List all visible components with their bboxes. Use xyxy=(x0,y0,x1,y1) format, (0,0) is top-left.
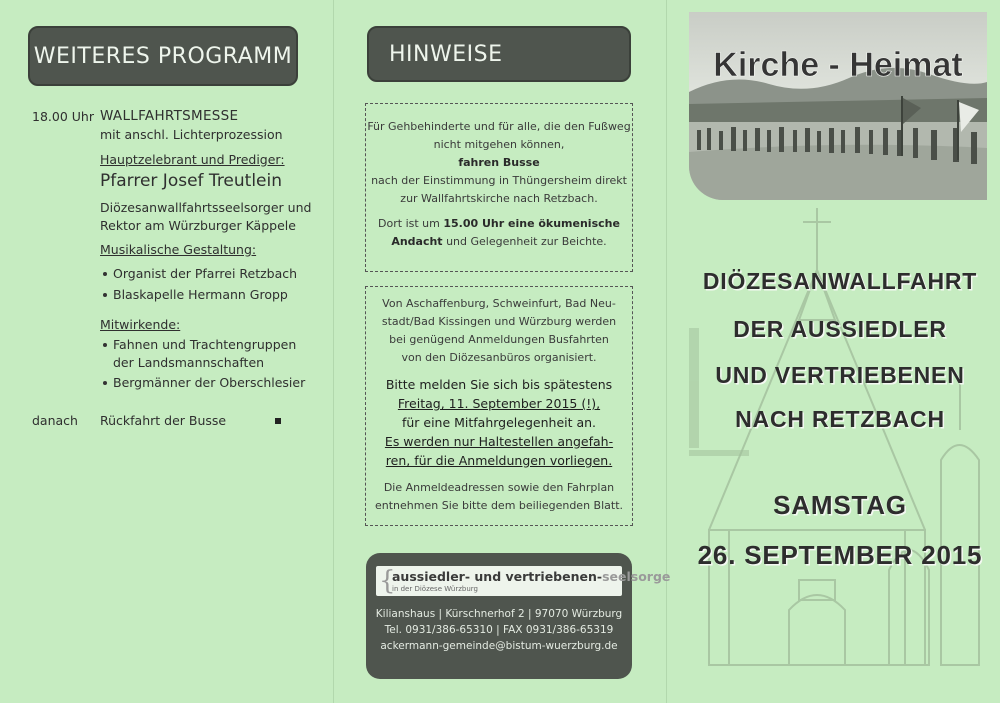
celebrant-role-line-2: Rektor am Würzburger Käppele xyxy=(100,218,296,233)
event-title: WALLFAHRTSMESSE xyxy=(100,108,239,124)
registration-line: bei genügend Anmeldungen Busfahrten xyxy=(389,333,609,346)
registration-line: von den Diözesanbüros organisiert. xyxy=(401,351,597,364)
music-item: Blaskapelle Hermann Gropp xyxy=(113,287,288,302)
logo-bracket-icon: { xyxy=(379,566,396,596)
event-date: 26. SEPTEMBER 2015 xyxy=(697,540,983,570)
bus-info-line: nach der Einstimmung in Thüngersheim direkt xyxy=(371,174,627,187)
participants-label: Mitwirkende: xyxy=(100,317,181,332)
music-item: Organist der Pfarrei Retzbach xyxy=(113,266,298,281)
celebrant-label: Hauptzelebrant und Prediger: xyxy=(100,152,285,167)
service-text: und Gelegenheit zur Beichte. xyxy=(442,235,607,248)
deadline-date: Freitag, 11. September 2015 (!), xyxy=(397,396,601,411)
participants-item: Bergmänner der Oberschlesier xyxy=(113,375,306,390)
service-text: Dort ist um xyxy=(378,217,444,230)
registration-line: Von Aschaffenburg, Schweinfurt, Bad Neu- xyxy=(382,297,616,310)
logo-accent-text: seelsorge xyxy=(602,569,671,584)
after-label: danach xyxy=(32,413,78,428)
bus-info-box xyxy=(365,103,633,272)
registration-box xyxy=(365,286,633,526)
service-highlight: 15.00 Uhr eine ökumenische xyxy=(443,217,620,230)
after-text: Rückfahrt der Busse xyxy=(100,413,227,428)
stops-note: ren, für die Anmeldungen vorliegen. xyxy=(385,453,613,468)
fold-line-1 xyxy=(333,0,334,703)
pilgrimage-photo-illustration xyxy=(689,12,987,200)
program-time: 18.00 Uhr xyxy=(32,109,94,124)
pilgrimage-photo xyxy=(689,12,987,200)
bullet-icon xyxy=(103,381,107,385)
deadline-line: für eine Mitfahrgelegenheit an. xyxy=(401,415,597,430)
program-header: WEITERES PROGRAMM xyxy=(28,26,298,86)
logo-subtitle: in der Diözese Würzburg xyxy=(392,585,478,593)
contact-address: Kilianshaus | Kürschnerhof 2 | 97070 Würzburg xyxy=(375,608,623,620)
event-title-line-2: DER AUSSIEDLER xyxy=(733,316,947,342)
bus-info-highlight: fahren Busse xyxy=(458,156,540,169)
organization-logo xyxy=(376,566,671,596)
bullet-icon xyxy=(103,272,107,276)
celebrant-role-line-1: Diözesanwallfahrtsseelsorger und xyxy=(100,200,312,215)
participants-item: der Landsmannschaften xyxy=(113,355,265,370)
deadline-line: Bitte melden Sie sich bis spätestens xyxy=(385,377,613,392)
notes-header: HINWEISE xyxy=(367,26,631,82)
addresses-note: entnehmen Sie bitte dem beiliegenden Blatt. xyxy=(375,499,623,512)
fold-line-2 xyxy=(666,0,667,703)
contact-phone: Tel. 0931/386-65310 | FAX 0931/386-65319 xyxy=(384,624,614,636)
stops-note: Es werden nur Haltestellen angefah- xyxy=(384,434,614,449)
bus-info-line: zur Wallfahrtskirche nach Retzbach. xyxy=(400,192,598,205)
registration-line: stadt/Bad Kissingen und Würzburg werden xyxy=(381,315,617,328)
photo-title: Kirche - Heimat xyxy=(713,46,963,84)
bullet-icon xyxy=(103,343,107,347)
event-title-line-4: NACH RETZBACH xyxy=(735,406,945,432)
service-highlight: Andacht xyxy=(391,235,443,248)
event-subtitle: mit anschl. Lichterprozession xyxy=(100,127,283,142)
bullet-icon xyxy=(103,293,107,297)
celebrant-name: Pfarrer Josef Treutlein xyxy=(100,171,283,191)
end-square-icon xyxy=(275,418,281,424)
contact-box xyxy=(366,553,671,679)
event-day: SAMSTAG xyxy=(773,490,907,520)
logo-main-text: aussiedler- und vertriebenen- xyxy=(392,569,603,584)
contact-email[interactable]: ackermann-gemeinde@bistum-wuerzburg.de xyxy=(380,640,618,652)
event-title-line-3: UND VERTRIEBENEN xyxy=(715,362,965,388)
bus-info-line: nicht mitgehen können, xyxy=(433,138,565,151)
participants-item: Fahnen und Trachtengruppen xyxy=(113,337,297,352)
bus-info-line: Für Gehbehinderte und für alle, die den Fußweg xyxy=(367,120,631,133)
event-title-line-1: DIÖZESANWALLFAHRT xyxy=(702,268,978,294)
addresses-note: Die Anmeldeadressen sowie den Fahrplan xyxy=(383,481,615,494)
music-label: Musikalische Gestaltung: xyxy=(100,242,257,257)
